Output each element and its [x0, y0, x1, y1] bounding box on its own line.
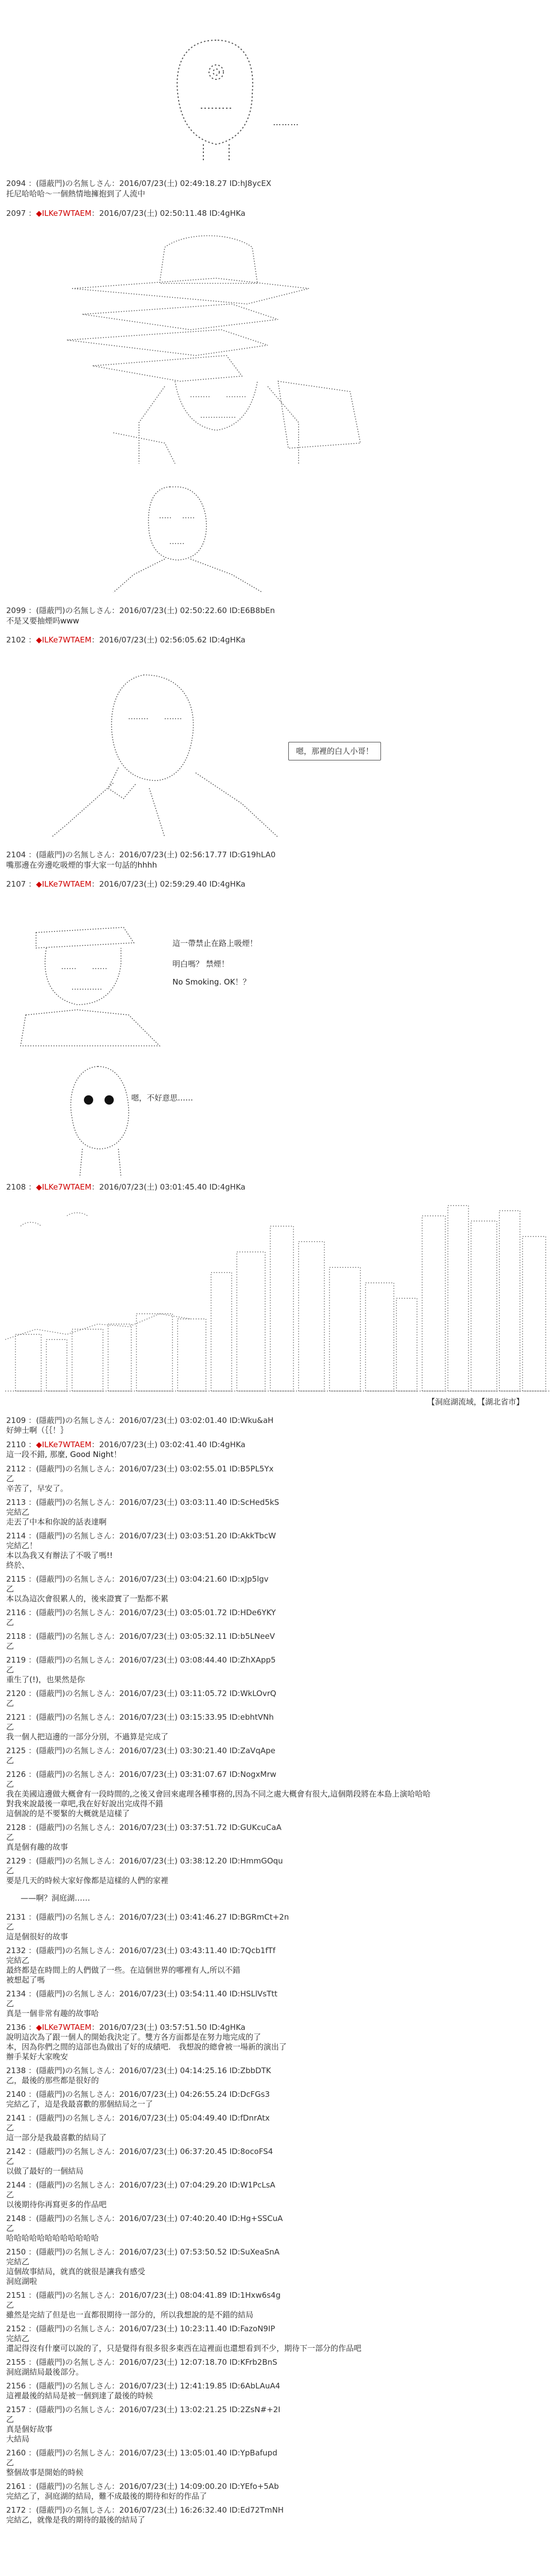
post-header: 2102 ：◆ILKe7WTAEM：2016/07/23(土) 02:56:05.62 ID:4gHKa: [6, 635, 246, 645]
post-body: 乙: [6, 2458, 14, 2467]
post-header: 2132 ：(隱蔽門)の名無しさん：2016/07/23(土) 03:43:11.40 ID:7Qcb1fTf: [6, 1946, 275, 1955]
post-body: 完結乙，就像是我的期待的最後的結局了: [6, 2515, 146, 2524]
post-header: 2125 ：(隱蔽門)の名無しさん：2016/07/23(土) 03:30:21.40 ID:ZaVqApe: [6, 1746, 275, 1755]
post-body: 我一個人把這邊的一部分分別，不過算是完成了: [6, 1732, 169, 1741]
post-body: 完結乙了，洞庭湖的結局，難不成最後的期待和好的作品了: [6, 2492, 207, 2501]
post-body: 乙: [6, 2224, 14, 2233]
dialogue-line: 嗯，不好意思……: [131, 1093, 194, 1103]
post-body: 乙: [6, 2300, 14, 2310]
post-body: 真是個有趣的故事: [6, 1842, 68, 1852]
post-header: 2112 ：(隱蔽門)の名無しさん：2016/07/23(土) 03:02:55.01 ID:B5PL5Yx: [6, 1464, 274, 1473]
post-body: 乙: [6, 1922, 14, 1931]
post-body: 辛苦了，早安了。: [6, 1484, 68, 1493]
post-body: 洞庭湖結局最後部分。: [6, 2367, 84, 2377]
post-body: 被想起了嗎: [6, 1975, 45, 1985]
post-body: 這一段不錯, 那麼, Good Night！: [6, 1450, 121, 1459]
post-header: 2136 ：◆ILKe7WTAEM：2016/07/23(土) 03:57:51.50 ID:4gHKa: [6, 2023, 246, 2032]
post-header: 2131 ：(隱蔽門)の名無しさん：2016/07/23(土) 03:41:46.27 ID:BGRmCt+2n: [6, 1912, 289, 1922]
post-body: 要是几天的時候大家好像都是這樣的人們的家裡: [6, 1876, 169, 1885]
post-body: 本，因為你們之間的這部也為做出了好的成績吧. 我想說的總會被一場新的演出了: [6, 2042, 287, 2052]
post-body: 辦手某好大家晚安: [6, 2052, 68, 2061]
post-body: 真是一個非常有趣的故事哈: [6, 2009, 99, 2018]
post-body: 乙: [6, 1699, 14, 1708]
post-body: 終於、: [6, 1561, 30, 1570]
post-header: 2160 ：(隱蔽門)の名無しさん：2016/07/23(土) 13:05:01.40 ID:YpBafupd: [6, 2448, 277, 2458]
post-body: 乙: [6, 2415, 14, 2424]
post-header: 2104 ：(隱蔽門)の名無しさん：2016/07/23(土) 02:56:17.77 ID:G19hLA0: [6, 850, 276, 859]
post-header: 2126 ：(隱蔽門)の名無しさん：2016/07/23(土) 03:31:07.67 ID:NogxMrw: [6, 1770, 276, 1779]
post-body: 雖然是完結了但是也一直都很期待一部分的，所以我想說的是不錯的結局: [6, 2310, 254, 2319]
post-body: 乙: [6, 1756, 14, 1765]
ellipsis-text: ………: [273, 117, 299, 127]
post-body: 不是又要抽煙吗www: [6, 616, 79, 625]
post-body: 我在美國這邊做大概會有一段時間的,之後又會回來處理各種事務的,因為不同之處大概會有很大,這個階段將在本島上演哈哈哈: [6, 1789, 431, 1799]
ascii-art-city-skyline-7: [5, 1195, 551, 1412]
post-header: 2138 ：(隱蔽門)の名無しさん：2016/07/23(土) 04:14:25.16 ID:ZbbDTK: [6, 2066, 271, 2075]
post-body: 哈哈哈哈哈哈哈哈哈哈哈哈: [6, 2233, 99, 2243]
post-body: 完結乙: [6, 2334, 30, 2343]
post-header: 2118 ：(隱蔽門)の名無しさん：2016/07/23(土) 03:05:32.11 ID:b5LNeeV: [6, 1632, 275, 1641]
post-body: 乙: [6, 1833, 14, 1842]
post-header: 2107 ：◆ILKe7WTAEM：2016/07/23(土) 02:59:29.40 ID:4gHKa: [6, 879, 246, 889]
dialogue-line: No Smoking. OK！？: [172, 977, 251, 987]
post-header: 2109 ：(隱蔽門)の名無しさん：2016/07/23(土) 03:02:01.40 ID:Wku&aH: [6, 1416, 274, 1425]
post-header: 2119 ：(隱蔽門)の名無しさん：2016/07/23(土) 03:08:44.40 ID:ZhXApp5: [6, 1655, 276, 1665]
post-header: 2114 ：(隱蔽門)の名無しさん：2016/07/23(土) 03:03:51.20 ID:AkkTbcW: [6, 1531, 276, 1540]
post-header: 2129 ：(隱蔽門)の名無しさん：2016/07/23(土) 03:38:12.20 ID:HmmGOqu: [6, 1856, 283, 1866]
post-body: 完結乙！: [6, 1541, 38, 1550]
post-body: 洞庭湖啦: [6, 2277, 38, 2286]
author-trip: ◆ILKe7WTAEM: [36, 2023, 92, 2032]
post-body: 以後期待你再寫更多的作品吧: [6, 2200, 107, 2209]
post-body: 完結乙: [6, 1956, 30, 1965]
post-body: 對我來說最後一章吧,我在好好說出完成得不錯: [6, 1799, 163, 1808]
ascii-art-smoking-man-4: [46, 670, 283, 840]
post-header: 2097 ：◆ILKe7WTAEM：2016/07/23(土) 02:50:11.48 ID:4gHKa: [6, 209, 246, 218]
post-body: 好紳士啊（｛｛！｝: [6, 1426, 68, 1435]
author-trip: ◆ILKe7WTAEM: [36, 1440, 92, 1449]
post-header: 2094 ：(隱蔽門)の名無しさん：2016/07/23(土) 02:49:18.27 ID:hJ8ycEX: [6, 179, 271, 188]
ascii-art-officer-5: [15, 912, 170, 1051]
post-body: 本以為這次會很累人的，後來證實了一點都不累: [6, 1594, 169, 1603]
ascii-art-figure-2: [62, 227, 371, 469]
post-header: 2148 ：(隱蔽門)の名無しさん：2016/07/23(土) 07:40:20.40 ID:Hg+SSCuA: [6, 2214, 283, 2223]
post-body: 乙: [6, 2190, 14, 2199]
post-header: 2120 ：(隱蔽門)の名無しさん：2016/07/23(土) 03:11:05.72 ID:WkLOvrQ: [6, 1689, 276, 1698]
post-header: 2134 ：(隱蔽門)の名無しさん：2016/07/23(土) 03:54:11.40 ID:HSLlVsTtt: [6, 1989, 277, 1998]
post-header: 2140 ：(隱蔽門)の名無しさん：2016/07/23(土) 04:26:55.24 ID:DcFGs3: [6, 2090, 270, 2099]
author-trip: ◆ILKe7WTAEM: [36, 879, 92, 889]
city-caption: 【洞庭湖流域，【湖北省市】: [427, 1397, 524, 1406]
post-body: 乙: [6, 1584, 14, 1594]
post-body: 乙，最後的那些都是很好的: [6, 2076, 99, 2085]
post-body: 乙: [6, 1641, 14, 1651]
post-body: 乙: [6, 1665, 14, 1674]
post-body: 嘴那邊在旁邊吃吸煙的事大家一句話的hhhh: [6, 860, 158, 870]
author-trip: ◆ILKe7WTAEM: [36, 1182, 92, 1192]
author-trip: ◆ILKe7WTAEM: [36, 635, 92, 645]
post-body: 這是個很好的故事: [6, 1932, 68, 1941]
post-body: 乙: [6, 2157, 14, 2166]
post-body: 說明這次為了跟一個人的開始我決定了。雙方各方面都是在努力地完成的了: [6, 2032, 262, 2042]
post-body: 乙: [6, 1866, 14, 1875]
post-header: 2110 ：◆ILKe7WTAEM：2016/07/23(土) 03:02:41.40 ID:4gHKa: [6, 1440, 246, 1449]
post-header: 2161 ：(隱蔽門)の名無しさん：2016/07/23(土) 14:09:00.20 ID:YEfo+5Ab: [6, 2482, 279, 2491]
post-body: 還記得沒有什麼可以說的了，只是覺得有很多很多東西在這裡面也還想看到不少，期待下一部分的作品吧: [6, 2344, 362, 2353]
post-header: 2151 ：(隱蔽門)の名無しさん：2016/07/23(土) 08:04:41.89 ID:1Hxw6s4g: [6, 2291, 281, 2300]
post-header: 2172 ：(隱蔽門)の名無しさん：2016/07/23(土) 16:26:32.40 ID:Ed72TmNH: [6, 2505, 284, 2515]
dialogue-line: 這一帶禁止在路上吸煙！: [172, 939, 258, 948]
post-header: 2144 ：(隱蔽門)の名無しさん：2016/07/23(土) 07:04:29.20 ID:W1PcLsA: [6, 2180, 275, 2190]
post-body: 整個故事是開始的時候: [6, 2468, 84, 2477]
post-body: 乙: [6, 2123, 14, 2132]
post-body: 乙: [6, 1780, 14, 1789]
post-body: 乙: [6, 1722, 14, 1732]
post-header: 2150 ：(隱蔽門)の名無しさん：2016/07/23(土) 07:53:50.52 ID:SuXeaSnA: [6, 2247, 280, 2257]
post-body: 完結乙了，這是我最喜歡的那個結局之一了: [6, 2099, 153, 2109]
post-body: 最終都是在時間上的人們做了一些。在這個世界的哪裡有人,所以不錯: [6, 1965, 240, 1975]
post-body: 乙: [6, 1618, 14, 1627]
post-body: 以做了最好的一個結局: [6, 2166, 84, 2176]
post-body: 重生了(!)，也果然是你: [6, 1675, 85, 1684]
post-body: 走丟了中本和你說的話表達啊: [6, 1517, 107, 1527]
post-header: 2116 ：(隱蔽門)の名無しさん：2016/07/23(土) 03:05:01.72 ID:HDe6YKY: [6, 1608, 276, 1617]
post-header: 2128 ：(隱蔽門)の名無しさん：2016/07/23(土) 03:37:51.72 ID:GUKcuCaA: [6, 1823, 282, 1832]
post-body: 乙: [6, 1474, 14, 1483]
post-header: 2155 ：(隱蔽門)の名無しさん：2016/07/23(土) 12:07:18.70 ID:KFrb2BnS: [6, 2358, 277, 2367]
post-body: 大結局: [6, 2434, 30, 2444]
post-body: 這個說的是不要緊的大概就是這樣了: [6, 1809, 130, 1818]
author-trip: ◆ILKe7WTAEM: [36, 209, 92, 218]
post-header: 2108 ：◆ILKe7WTAEM：2016/07/23(土) 03:01:45.40 ID:4gHKa: [6, 1182, 246, 1192]
post-body: 這裡最後的結局是被一個到達了最後的時候: [6, 2391, 153, 2400]
post-body: 完結乙: [6, 1507, 30, 1517]
post-header: 2141 ：(隱蔽門)の名無しさん：2016/07/23(土) 05:04:49.40 ID:fDnrAtx: [6, 2113, 270, 2123]
post-header: 2152 ：(隱蔽門)の名無しさん：2016/07/23(土) 10:23:11.40 ID:FazoN9IP: [6, 2324, 275, 2333]
post-body: 托尼哈哈哈～一個熱情地擁抱到了人流中: [6, 189, 146, 198]
ascii-art-dark-eyes-6: [51, 1061, 149, 1180]
post-body: 這個故事結局，就真的就很是讓我有感受: [6, 2267, 146, 2276]
post-header: 2142 ：(隱蔽門)の名無しさん：2016/07/23(土) 06:37:20.45 ID:8ocoFS4: [6, 2147, 273, 2156]
dialogue-line: 明白嗎？ 禁煙！: [172, 959, 229, 969]
post-header: 2121 ：(隱蔽門)の名無しさん：2016/07/23(土) 03:15:33.95 ID:ebhtVNh: [6, 1713, 274, 1722]
post-header: 2099 ：(隱蔽門)の名無しさん：2016/07/23(土) 02:50:22.60 ID:E6B8bEn: [6, 606, 275, 615]
speech-bubble: 嗯，那裡的白人小哥！: [288, 742, 381, 760]
post-header: 2157 ：(隱蔽門)の名無しさん：2016/07/23(土) 13:02:21.25 ID:2ZsN#+2I: [6, 2405, 281, 2414]
post-header: 2113 ：(隱蔽門)の名無しさん：2016/07/23(土) 03:03:11.40 ID:ScHed5kS: [6, 1498, 280, 1507]
ascii-art-bald-man-3: [108, 482, 273, 595]
post-header: 2156 ：(隱蔽門)の名無しさん：2016/07/23(土) 12:41:19.85 ID:6AbLAuA4: [6, 2381, 281, 2391]
post-body: 這一部分是我最喜歡的結局了: [6, 2133, 107, 2142]
ascii-art-face-1: [154, 36, 278, 165]
post-body: 乙: [6, 1999, 14, 2008]
post-body: 完結乙: [6, 2257, 30, 2266]
post-header: 2115 ：(隱蔽門)の名無しさん：2016/07/23(土) 03:04:21.60 ID:xJp5lgv: [6, 1574, 269, 1584]
post-body: 本以為我又有辦法了不吸了嗎!!: [6, 1551, 113, 1560]
post-body: ——啊？洞庭湖……: [21, 1893, 91, 1903]
post-body: 真是個好故事: [6, 2425, 53, 2434]
